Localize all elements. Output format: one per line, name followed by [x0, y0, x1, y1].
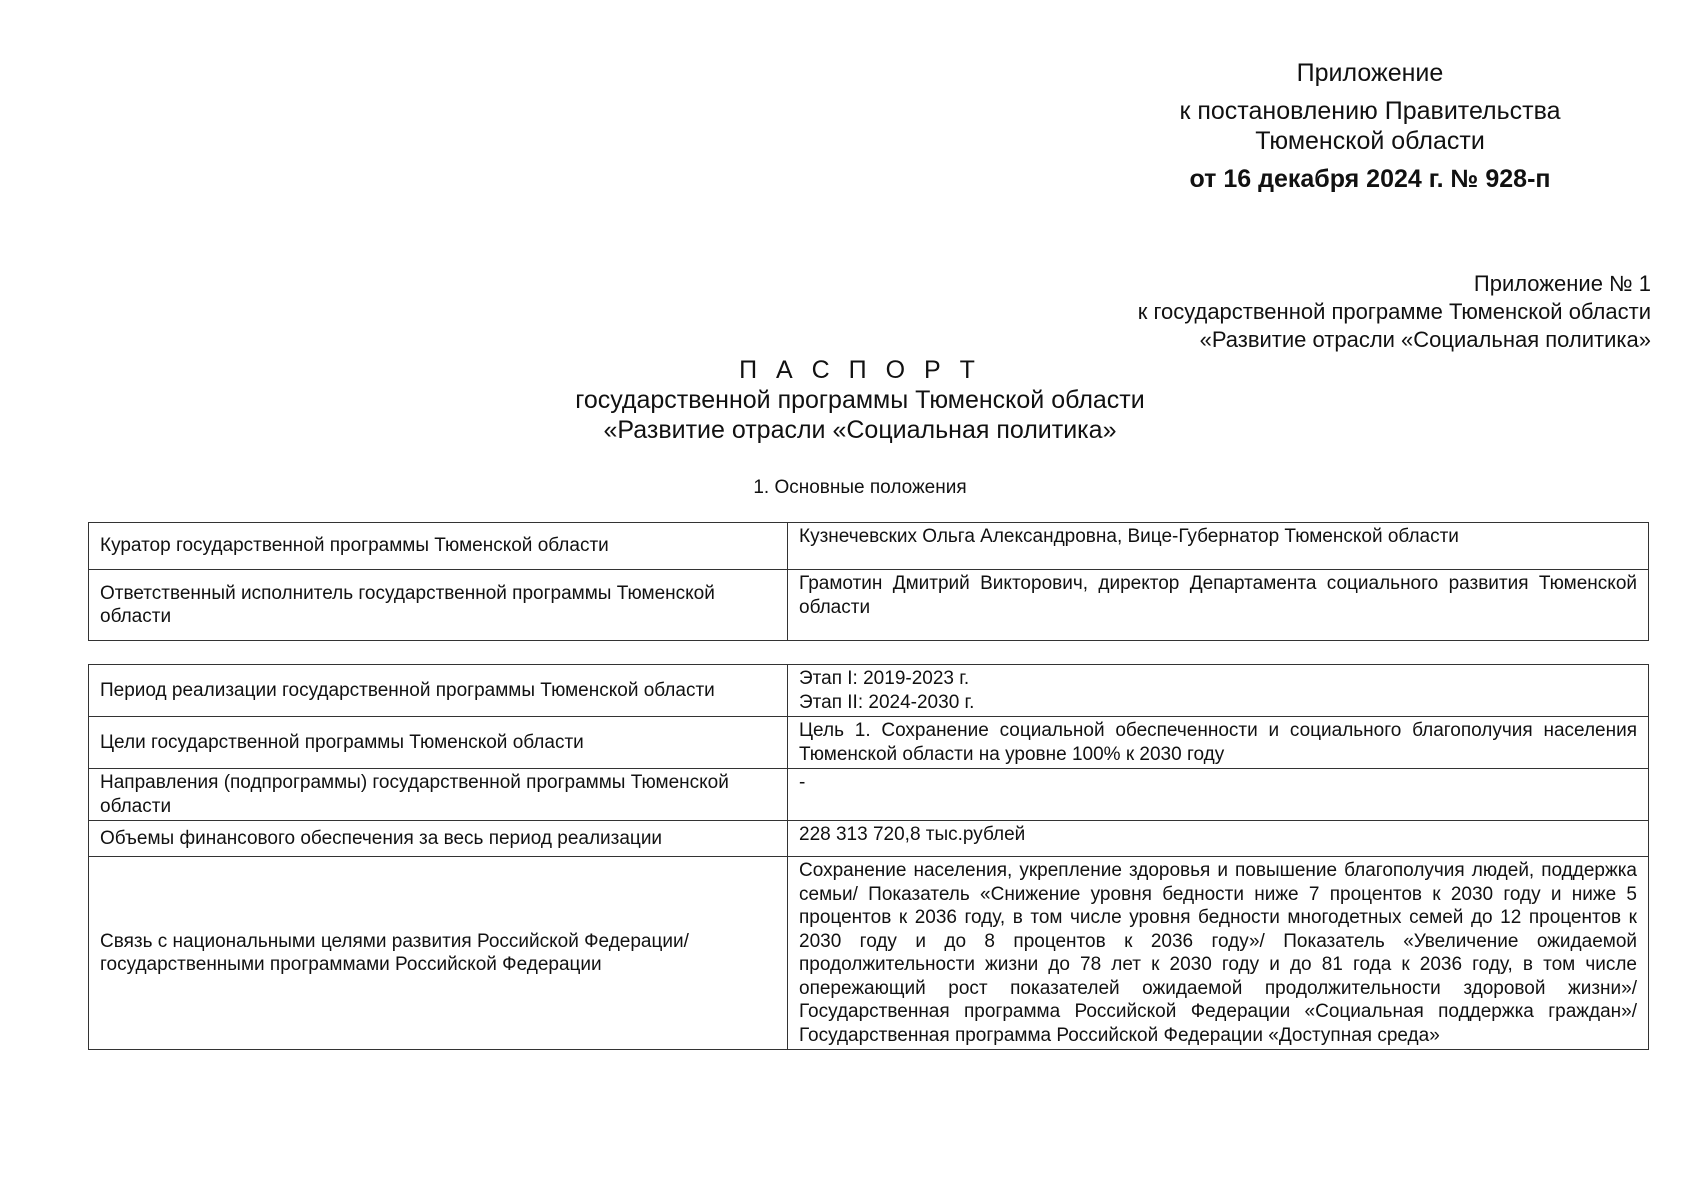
- period-stage-1: Этап I: 2019-2023 г.: [799, 668, 970, 689]
- appendix-region-line: Тюменской области: [1255, 127, 1485, 155]
- appendix-header: [1150, 58, 1590, 194]
- row-value-executor: Грамотин Дмитрий Викторович, директор Департамента социального развития Тюменской области: [788, 570, 1649, 641]
- row-label-goals: Цели государственной программы Тюменской области: [89, 717, 788, 769]
- row-label-period: Период реализации государственной программы Тюменской области: [89, 665, 788, 717]
- annex-title: Приложение № 1: [1473, 271, 1651, 296]
- row-value-funding: 228 313 720,8 тыс.рублей: [788, 821, 1649, 857]
- period-stage-2: Этап II: 2024-2030 г.: [799, 691, 975, 713]
- passport-table-details: [88, 664, 1649, 1050]
- table-row: [89, 523, 1649, 570]
- national-goals-label-line-2: государственными программами Российской Федерации: [100, 954, 602, 975]
- table-row: [89, 665, 1649, 717]
- row-label-funding: Объемы финансового обеспечения за весь период реализации: [89, 821, 788, 857]
- row-value-period: [788, 665, 1649, 717]
- section-title: 1. Основные положения: [753, 477, 967, 498]
- row-label-executor: Ответственный исполнитель государственной программы Тюменской области: [89, 570, 788, 641]
- appendix-title: Приложение: [1296, 59, 1444, 87]
- passport-title: [480, 355, 1240, 445]
- table-row: [89, 769, 1649, 821]
- table-row: [89, 717, 1649, 769]
- row-label-national-goals: [89, 857, 788, 1050]
- annex-header: [1138, 270, 1651, 354]
- passport-program-name: «Развитие отрасли «Социальная политика»: [603, 416, 1117, 444]
- appendix-reference-line: к постановлению Правительства: [1179, 97, 1561, 125]
- annex-program-line: к государственной программе Тюменской области: [1137, 299, 1651, 324]
- passport-table-main: [88, 522, 1649, 641]
- row-label-curator: Куратор государственной программы Тюменской области: [89, 523, 788, 570]
- passport-subheading: государственной программы Тюменской области: [575, 386, 1145, 414]
- annex-program-name: «Развитие отрасли «Социальная политика»: [1199, 327, 1651, 352]
- national-goals-label-line-1: Связь с национальными целями развития Российской Федерации/: [100, 930, 689, 952]
- row-label-directions: Направления (подпрограммы) государственной программы Тюменской области: [89, 769, 788, 821]
- row-value-national-goals: Сохранение населения, укрепление здоровья и повышение благополучия людей, поддержка семьи/ Показатель «Снижение уровня бедности ниже 7 процентов к 2030 году и ниже 5 процентов к 2036 году, в том числе уровня бедности многодетных семей до 12 процентов к 2030 году и до 8 процентов к 2036 году»/ Показатель «Увеличение ожидаемой продолжительности жизни до 78 лет к 2030 году и до 81 года к 2036 году, в том числе опережающий рост показателей ожидаемой продолжительности здоровой жизни»/Государственная программа Российской Федерации «Социальная поддержка граждан»/Государственная программа Российской Федерации «Доступная среда»: [788, 857, 1649, 1050]
- row-value-curator: Кузнечевских Ольга Александровна, Вице-Губернатор Тюменской области: [788, 523, 1649, 570]
- row-value-directions: -: [788, 769, 1649, 821]
- table-row: [89, 821, 1649, 857]
- decree-date-number: от 16 декабря 2024 г. № 928-п: [1189, 165, 1551, 193]
- table-row: [89, 570, 1649, 641]
- table-row: [89, 857, 1649, 1050]
- row-value-goals: Цель 1. Сохранение социальной обеспеченности и социального благополучия населения Тюменской области на уровне 100% к 2030 году: [788, 717, 1649, 769]
- passport-heading: П А С П О Р Т: [739, 356, 981, 384]
